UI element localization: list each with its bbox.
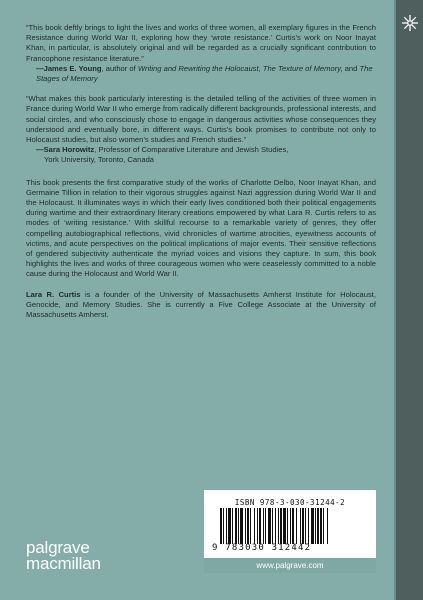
quote-author-name: —James E. Young bbox=[36, 63, 102, 73]
barcode-bar bbox=[317, 508, 319, 544]
barcode-bar bbox=[327, 508, 328, 544]
barcode-bar bbox=[308, 508, 309, 544]
barcode-bar bbox=[254, 508, 255, 544]
barcode-bar bbox=[263, 508, 264, 544]
isbn-label: ISBN 978-3-030-31244-2 bbox=[234, 498, 346, 507]
barcode-bar bbox=[296, 508, 297, 544]
barcode-bar bbox=[257, 508, 258, 544]
barcode-bar bbox=[265, 508, 266, 544]
barcode-bar bbox=[320, 508, 322, 544]
book-description: This book presents the first comparative study of the works of Charlotte Delbo, Noor Inayat Khan, and Germaine Tillion in relation to their vigorous struggles against Nazi aggression during World War II and the Holocaust. It illuminates ways in which their early lives conditioned both their political engagements during wartime and their extraordinary literary creations empowered by what Lara R. Curtis refers to as modes of ‘writing resistance.’ With skillful recourse to a remarkable variety of genres, they offer compelling autobiographical reflections, vivid chronicles of wartime atrocities, eyewitness accounts of victims, and acute perspectives on the political implications of major events. Their sensitive reflections of gendered subjectivity authenticate the myriad voices and visions they capture. In sum, this book highlights the lives and works of three courageous women who were ceaselessly committed to a noble cause during the Holocaust and World War II. bbox=[26, 177, 376, 279]
quote-attribution bbox=[36, 145, 376, 165]
quote-work-title-1: Writing and Rewriting the Holocaust, The Texture of Memory, bbox=[137, 63, 343, 73]
barcode-bar bbox=[278, 508, 279, 544]
quote-attribution bbox=[36, 64, 376, 84]
barcode-box bbox=[204, 490, 376, 572]
barcode-bar bbox=[220, 508, 222, 544]
barcode-bar bbox=[247, 508, 249, 544]
barcode-bar bbox=[232, 508, 233, 544]
barcode-bar bbox=[223, 508, 224, 544]
publisher-line-2: macmillan bbox=[26, 554, 101, 573]
barcode-bar bbox=[290, 508, 291, 544]
barcode-bar bbox=[238, 508, 239, 544]
author-bio-text: is a founder of the University of Massachusetts Amherst Institute for Holocaust, Genocide, and Memory Studies. She is currently a Five College Associate at the University of Massachusetts Amherst. bbox=[26, 289, 376, 320]
barcode-bar bbox=[228, 508, 231, 544]
quote-and-text: and bbox=[342, 63, 360, 73]
quote-author-prefix: , author of bbox=[101, 63, 138, 73]
author-bio bbox=[26, 290, 376, 321]
barcode-bar bbox=[250, 508, 251, 544]
barcode-bar bbox=[272, 508, 273, 544]
barcode-bar bbox=[283, 508, 286, 544]
author-bio-name: Lara R. Curtis bbox=[26, 289, 81, 299]
barcode-bar bbox=[302, 508, 304, 544]
barcode-bar bbox=[259, 508, 261, 544]
quote-author-title: , Professor of Comparative Literature and Jewish Studies, bbox=[94, 145, 289, 155]
spine-strip bbox=[396, 0, 423, 600]
springer-logo-icon bbox=[398, 2, 421, 44]
publisher-website[interactable]: www.palgrave.com bbox=[204, 557, 376, 573]
barcode-bar bbox=[300, 508, 301, 544]
quote-work-title-2: The Stages of Memory bbox=[36, 63, 373, 84]
barcode-bar bbox=[305, 508, 306, 544]
quote-author-affiliation: York University, Toronto, Canada bbox=[44, 155, 155, 165]
publisher-logo bbox=[26, 540, 101, 572]
barcode-bar bbox=[235, 508, 237, 544]
barcode-bar bbox=[287, 508, 288, 544]
barcode-bar bbox=[280, 508, 282, 544]
barcode-digits: 9 783030 312442 bbox=[212, 543, 312, 553]
barcode-bar bbox=[323, 508, 324, 544]
barcode-bar bbox=[226, 508, 227, 544]
barcode-bar bbox=[240, 508, 243, 544]
quote-text: “This book deftly brings to light the lives and works of three women, all exemplary figures in the French Resistance during World War II, exploring how they ‘wrote resistance.’ Curtis’s work on Noor Inayat Khan, in particular, is absolutely original and will be regarded as a crucially significant contribution to Francophone resistance literature.” bbox=[26, 23, 376, 63]
endorsement-quote-1 bbox=[26, 23, 376, 84]
back-cover-text bbox=[26, 23, 376, 328]
barcode-bar bbox=[275, 508, 276, 544]
barcode-bars bbox=[220, 508, 362, 544]
publisher-line-1: palgrave bbox=[26, 538, 90, 557]
barcode-bar bbox=[245, 508, 246, 544]
barcode-bar bbox=[311, 508, 314, 544]
endorsement-quote-2 bbox=[26, 94, 376, 165]
barcode-bar bbox=[292, 508, 294, 544]
quote-author-name: —Sara Horowitz bbox=[36, 145, 95, 155]
barcode-bar bbox=[268, 508, 271, 544]
quote-text: “What makes this book particularly interesting is the detailed telling of the activities of three women in France during World War II who emerge from radically different backgrounds, professional interests, and social circles, and who consciously chose to engage in dangerous activities whose consequences they understood and eventually bore, in different ways. Curtis’s book promises to contribute not only to Holocaust studies, but also women’s studies and French studies.” bbox=[26, 94, 376, 145]
barcode-bar bbox=[315, 508, 316, 544]
